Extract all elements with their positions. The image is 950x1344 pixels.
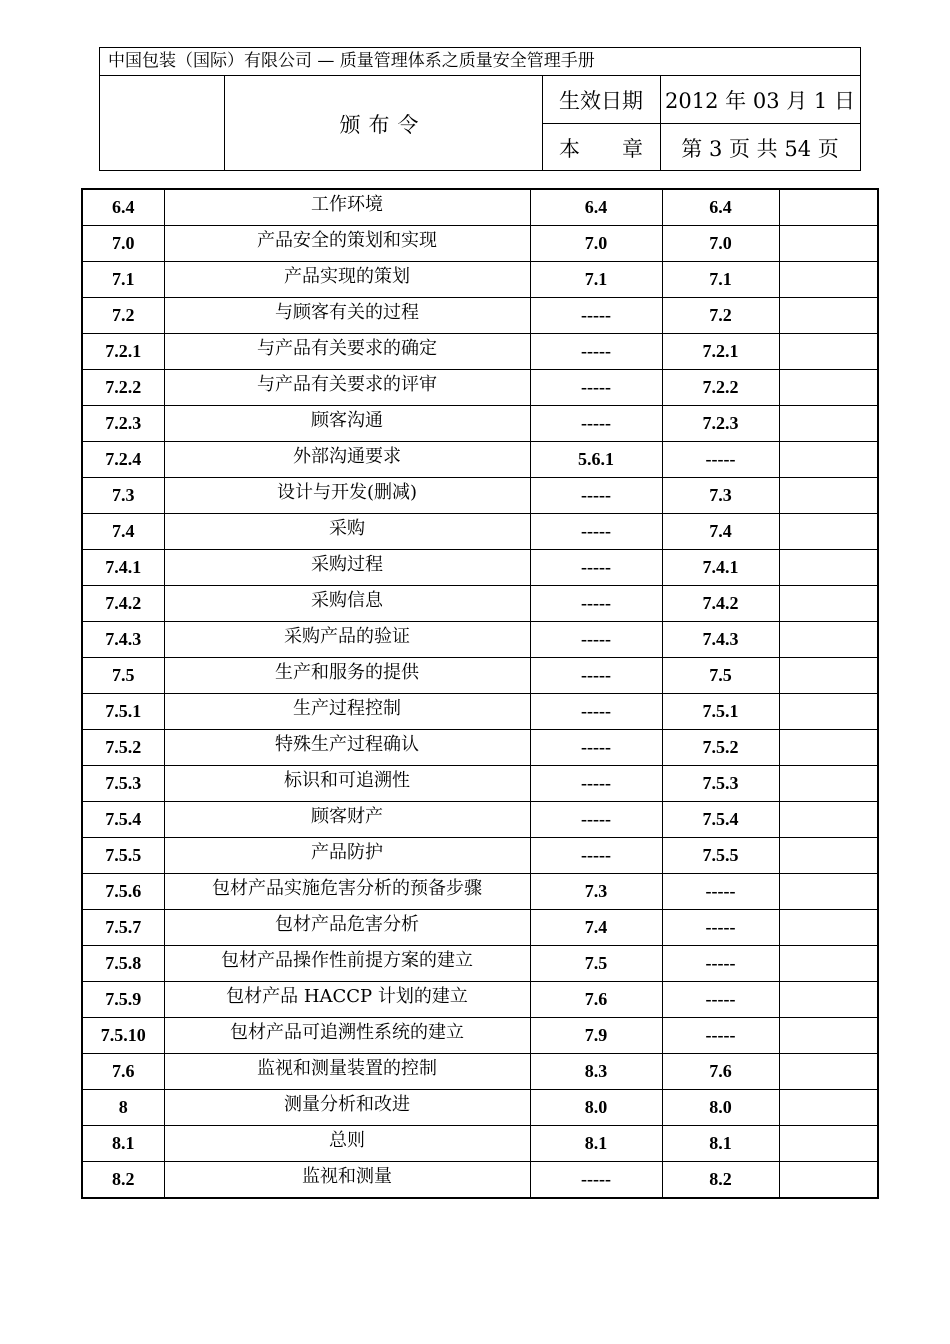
clause-number: 7.4.3 — [82, 622, 164, 658]
table-row — [82, 478, 878, 514]
clause-title: 测量分析和改进 — [164, 1090, 530, 1126]
iso22000-clause: 5.6.1 — [530, 442, 662, 478]
remark — [779, 370, 878, 406]
clause-number: 7.2.1 — [82, 334, 164, 370]
clause-title: 特殊生产过程确认 — [164, 730, 530, 766]
remark — [779, 874, 878, 910]
remark — [779, 189, 878, 226]
page-number: 第 3 页 共 54 页 — [681, 136, 839, 161]
remark — [779, 1090, 878, 1126]
iso22000-clause: 7.6 — [530, 982, 662, 1018]
iso9001-clause: 7.2.2 — [662, 370, 779, 406]
iso9001-clause: ----- — [662, 946, 779, 982]
remark — [779, 838, 878, 874]
clause-number: 7.5.6 — [82, 874, 164, 910]
clause-title: 生产和服务的提供 — [164, 658, 530, 694]
table-row — [82, 766, 878, 802]
remark — [779, 334, 878, 370]
clause-number: 7.5.3 — [82, 766, 164, 802]
clause-title: 产品防护 — [164, 838, 530, 874]
iso22000-clause: ----- — [530, 514, 662, 550]
table-row — [82, 1018, 878, 1054]
iso22000-clause: ----- — [530, 838, 662, 874]
iso22000-clause: 7.1 — [530, 262, 662, 298]
document-title: 颁布令 — [339, 112, 427, 137]
table-row — [82, 622, 878, 658]
iso22000-clause: 6.4 — [530, 189, 662, 226]
iso22000-clause: ----- — [530, 370, 662, 406]
remark — [779, 226, 878, 262]
remark — [779, 658, 878, 694]
iso9001-clause: 7.0 — [662, 226, 779, 262]
clause-number: 7.5.5 — [82, 838, 164, 874]
table-row — [82, 1126, 878, 1162]
iso22000-clause: 7.5 — [530, 946, 662, 982]
clause-number: 7.4.2 — [82, 586, 164, 622]
remark — [779, 910, 878, 946]
clause-number: 7.5.1 — [82, 694, 164, 730]
remark — [779, 694, 878, 730]
iso9001-clause: ----- — [662, 874, 779, 910]
table-row — [82, 838, 878, 874]
clause-title: 生产过程控制 — [164, 694, 530, 730]
table-row — [82, 226, 878, 262]
clause-title: 包材产品实施危害分析的预备步骤 — [164, 874, 530, 910]
clause-number: 7.5.9 — [82, 982, 164, 1018]
remark — [779, 982, 878, 1018]
iso22000-clause: ----- — [530, 334, 662, 370]
remark — [779, 802, 878, 838]
clause-number: 7.6 — [82, 1054, 164, 1090]
remark — [779, 1018, 878, 1054]
remark — [779, 766, 878, 802]
table-row — [82, 982, 878, 1018]
clause-number: 7.2.2 — [82, 370, 164, 406]
table-row — [82, 1090, 878, 1126]
iso22000-clause: ----- — [530, 298, 662, 334]
iso9001-clause: 6.4 — [662, 189, 779, 226]
iso9001-clause: ----- — [662, 910, 779, 946]
iso9001-clause: 7.5.5 — [662, 838, 779, 874]
clause-title: 顾客财产 — [164, 802, 530, 838]
iso9001-clause: 7.5.4 — [662, 802, 779, 838]
clause-title: 包材产品危害分析 — [164, 910, 530, 946]
table-row — [82, 370, 878, 406]
clause-number: 7.5.7 — [82, 910, 164, 946]
iso9001-clause: 7.4.3 — [662, 622, 779, 658]
iso9001-clause: ----- — [662, 1018, 779, 1054]
table-row — [82, 658, 878, 694]
clause-number: 7.4 — [82, 514, 164, 550]
clause-number: 7.5 — [82, 658, 164, 694]
remark — [779, 730, 878, 766]
clause-title: 包材产品可追溯性系统的建立 — [164, 1018, 530, 1054]
remark — [779, 1126, 878, 1162]
iso22000-clause: ----- — [530, 478, 662, 514]
clause-number: 6.4 — [82, 189, 164, 226]
clause-title: 包材产品操作性前提方案的建立 — [164, 946, 530, 982]
table-row — [82, 189, 878, 226]
iso9001-clause: 8.2 — [662, 1162, 779, 1199]
iso9001-clause: 7.4.1 — [662, 550, 779, 586]
remark — [779, 1054, 878, 1090]
iso9001-clause: ----- — [662, 442, 779, 478]
clause-number: 7.5.2 — [82, 730, 164, 766]
table-row — [82, 550, 878, 586]
remark — [779, 442, 878, 478]
table-row — [82, 262, 878, 298]
table-body — [82, 189, 878, 1198]
iso22000-clause: 7.4 — [530, 910, 662, 946]
clause-title: 工作环境 — [164, 189, 530, 226]
iso22000-clause: 7.3 — [530, 874, 662, 910]
clause-title: 总则 — [164, 1126, 530, 1162]
clause-number: 8.1 — [82, 1126, 164, 1162]
effective-date-value: 2012 年 03 月 1 日 — [665, 88, 855, 113]
iso9001-clause: 7.1 — [662, 262, 779, 298]
table-row — [82, 730, 878, 766]
iso9001-clause: 7.5.2 — [662, 730, 779, 766]
iso9001-clause: 7.3 — [662, 478, 779, 514]
table-row — [82, 298, 878, 334]
remark — [779, 514, 878, 550]
clause-number: 8 — [82, 1090, 164, 1126]
remark — [779, 586, 878, 622]
iso9001-clause: 8.0 — [662, 1090, 779, 1126]
iso22000-clause: ----- — [530, 622, 662, 658]
clause-title: 产品实现的策划 — [164, 262, 530, 298]
table-row — [82, 442, 878, 478]
iso22000-clause: 8.0 — [530, 1090, 662, 1126]
iso22000-clause: ----- — [530, 1162, 662, 1199]
clause-number: 7.0 — [82, 226, 164, 262]
table-row — [82, 1054, 878, 1090]
clause-number: 7.5.10 — [82, 1018, 164, 1054]
iso22000-clause: ----- — [530, 694, 662, 730]
table-row — [82, 874, 878, 910]
clause-title: 与产品有关要求的确定 — [164, 334, 530, 370]
remark — [779, 262, 878, 298]
clause-title: 外部沟通要求 — [164, 442, 530, 478]
iso9001-clause: ----- — [662, 982, 779, 1018]
iso9001-clause: 7.5.1 — [662, 694, 779, 730]
table-row — [82, 910, 878, 946]
clause-title: 采购过程 — [164, 550, 530, 586]
clause-number: 7.3 — [82, 478, 164, 514]
remark — [779, 298, 878, 334]
iso22000-clause: 8.3 — [530, 1054, 662, 1090]
iso9001-clause: 7.4.2 — [662, 586, 779, 622]
iso9001-clause: 7.2.3 — [662, 406, 779, 442]
table-row — [82, 586, 878, 622]
clause-title: 采购 — [164, 514, 530, 550]
remark — [779, 622, 878, 658]
clause-title: 采购产品的验证 — [164, 622, 530, 658]
remark — [779, 406, 878, 442]
clause-number: 8.2 — [82, 1162, 164, 1199]
iso9001-clause: 7.2.1 — [662, 334, 779, 370]
iso22000-clause: ----- — [530, 802, 662, 838]
table-row — [82, 802, 878, 838]
iso22000-clause: ----- — [530, 586, 662, 622]
clause-title: 监视和测量 — [164, 1162, 530, 1199]
clause-title: 顾客沟通 — [164, 406, 530, 442]
iso22000-clause: ----- — [530, 550, 662, 586]
clause-title: 与顾客有关的过程 — [164, 298, 530, 334]
clause-number: 7.4.1 — [82, 550, 164, 586]
iso9001-clause: 7.5.3 — [662, 766, 779, 802]
iso9001-clause: 7.4 — [662, 514, 779, 550]
clause-number: 7.2.3 — [82, 406, 164, 442]
document-header — [99, 47, 861, 171]
iso22000-clause: ----- — [530, 766, 662, 802]
iso9001-clause: 7.6 — [662, 1054, 779, 1090]
remark — [779, 550, 878, 586]
remark — [779, 478, 878, 514]
iso22000-clause: ----- — [530, 658, 662, 694]
iso9001-clause: 7.2 — [662, 298, 779, 334]
clause-title: 与产品有关要求的评审 — [164, 370, 530, 406]
table-row — [82, 694, 878, 730]
iso22000-clause: 7.9 — [530, 1018, 662, 1054]
iso22000-clause: 8.1 — [530, 1126, 662, 1162]
table-row — [82, 1162, 878, 1199]
clause-title: 包材产品 HACCP 计划的建立 — [164, 982, 530, 1018]
iso22000-clause: 7.0 — [530, 226, 662, 262]
clause-number: 7.2.4 — [82, 442, 164, 478]
clause-number: 7.1 — [82, 262, 164, 298]
table-row — [82, 946, 878, 982]
remark — [779, 1162, 878, 1199]
iso22000-clause: ----- — [530, 406, 662, 442]
remark — [779, 946, 878, 982]
company-title: 中国包装（国际）有限公司 — 质量管理体系之质量安全管理手册 — [100, 48, 860, 76]
clause-title: 标识和可追溯性 — [164, 766, 530, 802]
effective-date-label: 生效日期 — [559, 88, 643, 113]
clause-correspondence-table — [81, 188, 879, 1199]
clause-title: 采购信息 — [164, 586, 530, 622]
table-row — [82, 406, 878, 442]
clause-number: 7.5.4 — [82, 802, 164, 838]
iso22000-clause: ----- — [530, 730, 662, 766]
clause-title: 产品安全的策划和实现 — [164, 226, 530, 262]
iso9001-clause: 7.5 — [662, 658, 779, 694]
clause-title: 监视和测量装置的控制 — [164, 1054, 530, 1090]
table-row — [82, 514, 878, 550]
clause-title: 设计与开发(删减) — [164, 478, 530, 514]
clause-number: 7.2 — [82, 298, 164, 334]
clause-number: 7.5.8 — [82, 946, 164, 982]
chapter-label: 本 章 — [559, 136, 643, 161]
table-row — [82, 334, 878, 370]
iso9001-clause: 8.1 — [662, 1126, 779, 1162]
